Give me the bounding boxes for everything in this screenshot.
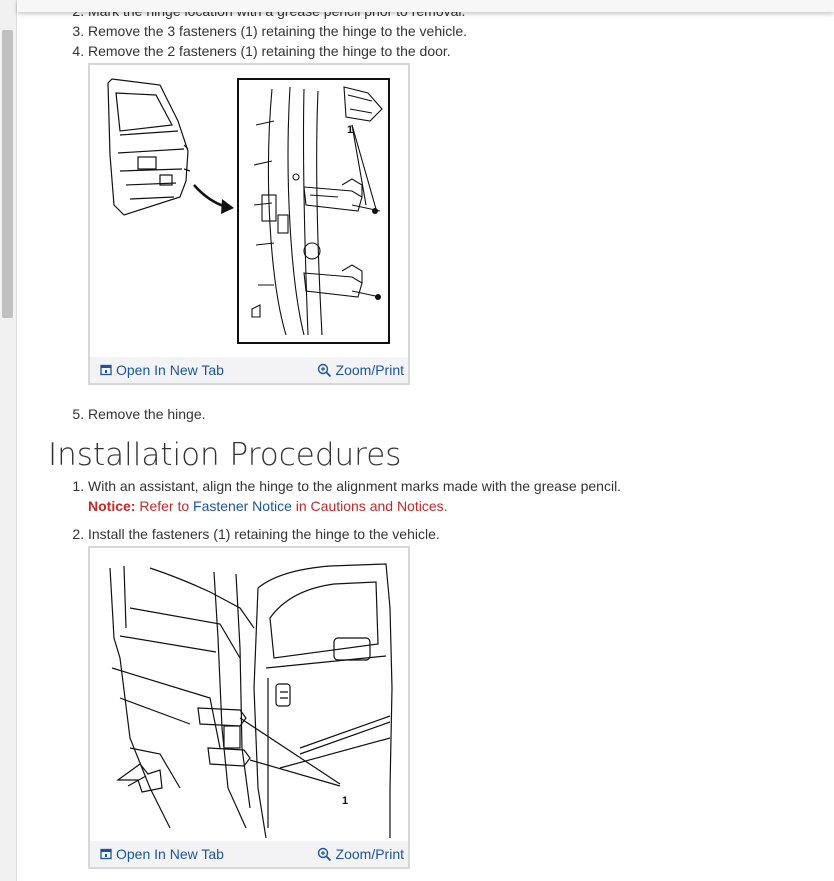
open-in-new-tab-label: Open In New Tab (116, 846, 224, 862)
procedure-content (48, 0, 808, 869)
left-scrollbar[interactable] (0, 0, 17, 881)
fastener-notice-link[interactable]: Fastener Notice (193, 498, 292, 514)
zoom-print-label: Zoom/Print (335, 362, 404, 378)
figure2-actions (90, 841, 408, 867)
open-in-new-tab-link-2[interactable] (100, 844, 224, 864)
figure1-actions (90, 357, 408, 383)
notice-pre-text: Refer to (139, 498, 190, 514)
open-in-new-tab-label: Open In New Tab (116, 362, 224, 378)
installation-steps-list (48, 476, 808, 869)
removal-steps-list (48, 1, 808, 424)
hinge-installation-illustration (90, 548, 408, 841)
fastener-notice (88, 496, 808, 516)
figure1-callout: 1 (347, 124, 354, 136)
zoom-in-icon (317, 363, 332, 378)
zoom-in-icon (317, 847, 332, 862)
removal-step-5: 5. Remove the hinge. (88, 404, 808, 424)
left-scrollbar-thumb[interactable] (2, 30, 13, 318)
removal-step-4: 4. Remove the 2 fasteners (1) retaining the hinge to the door. 1 Open In New Tab Zoom/Print (88, 41, 808, 385)
open-new-tab-icon (100, 848, 112, 860)
figure-door-hinge-removal-image (90, 65, 408, 357)
open-new-tab-icon (100, 364, 112, 376)
zoom-print-link[interactable] (317, 360, 404, 380)
figure-hinge-installation (88, 546, 410, 869)
zoom-print-label: Zoom/Print (335, 846, 404, 862)
installation-procedures-heading: Installation Procedures (48, 437, 402, 473)
notice-post-text: in Cautions and Notices. (295, 498, 448, 514)
installation-step-2: 2. Install the fasteners (1) retaining the hinge to the vehicle. 1 Open In New Tab Zoom/Print (88, 524, 808, 869)
notice-label: Notice: (88, 498, 136, 514)
door-hinge-illustration (90, 65, 408, 357)
figure-door-hinge-removal (88, 63, 410, 385)
removal-step-3: 3. Remove the 3 fasteners (1) retaining the hinge to the vehicle. (88, 21, 808, 41)
open-in-new-tab-link[interactable] (100, 360, 224, 380)
figure2-callout: 1 (342, 795, 349, 807)
figure-hinge-installation-image (90, 548, 408, 841)
zoom-print-link-2[interactable] (317, 844, 404, 864)
top-header-bar (17, 0, 834, 12)
installation-step-1: 1. With an assistant, align the hinge to the alignment marks made with the grease pencil. Notice: Refer to Fastener Notice in Cautions and Notices. (88, 476, 808, 516)
